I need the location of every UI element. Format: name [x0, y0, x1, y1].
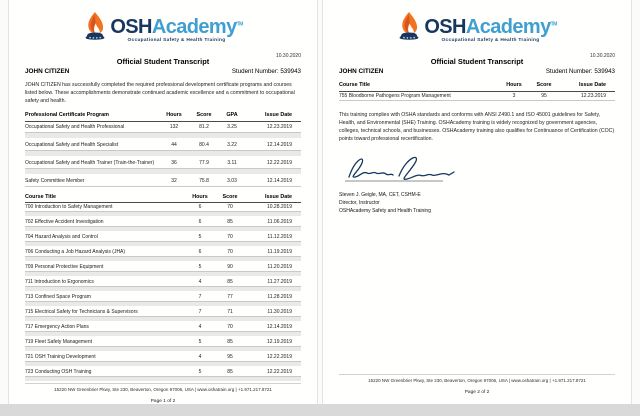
course-score: 90: [227, 264, 233, 271]
row-spacer: [25, 302, 301, 306]
course-row-group: [25, 308, 301, 321]
course-hours: 5: [198, 234, 202, 241]
table-row: [25, 203, 301, 212]
program-gpa: 3.22: [227, 141, 237, 148]
table-row: [339, 92, 615, 101]
course-issue-date: 11.20.2019: [267, 264, 292, 271]
program-row-group: [25, 122, 301, 138]
course-row-group: [25, 353, 301, 366]
course-hours: 5: [198, 369, 202, 376]
course-hours: 4: [198, 324, 202, 331]
page-footer: [339, 374, 615, 397]
course-issue-date: 12.22.2019: [266, 354, 292, 361]
course-row-group: [25, 368, 301, 381]
course-table-header: [339, 82, 615, 92]
oshacademy-logo: [25, 11, 301, 43]
col-issue-date: Issue Date: [579, 82, 606, 88]
col-hours: Hours: [506, 82, 522, 88]
course-score: 70: [227, 249, 233, 256]
program-row-group: [25, 158, 301, 174]
page-title: Official Student Transcript: [430, 57, 524, 66]
program-score: 80.4: [199, 141, 209, 148]
logo-osh-text: OSH: [424, 15, 466, 38]
course-hours: 4: [198, 354, 202, 361]
signer-org: OSHAcademy Safety and Health Training: [339, 208, 431, 215]
student-name: JOHN CITIZEN: [25, 68, 70, 75]
course-score: 70: [227, 234, 233, 241]
course-row-group: [339, 92, 615, 101]
row-spacer: [25, 151, 301, 156]
course-row-group: [25, 233, 301, 246]
footer-divider: [25, 383, 301, 384]
course-score: 95: [541, 92, 547, 99]
program-title: Safety Committee Member: [25, 177, 85, 184]
col-course-title: Course Title: [25, 193, 57, 200]
logo-wordmark: [110, 17, 242, 37]
page-number: Page 1 of 2: [150, 399, 176, 405]
table-row: [25, 308, 301, 317]
course-issue-date: 12.19.2019: [266, 339, 292, 346]
flame-hardhat-icon: [397, 11, 421, 43]
table-row: [25, 140, 301, 151]
course-issue-date: 10.28.2019: [266, 204, 292, 211]
transcript-page-1: [8, 0, 318, 405]
col-hours: Hours: [166, 112, 182, 119]
course-score: 70: [227, 204, 233, 211]
table-row: [25, 353, 301, 362]
course-row-group: [25, 293, 301, 306]
student-name: JOHN CITIZEN: [339, 68, 384, 75]
course-table-header: [25, 194, 301, 204]
logo-academy-text: Academy: [465, 15, 551, 38]
col-issue-date: Issue Date: [265, 193, 292, 200]
course-score: 70: [227, 324, 233, 331]
course-row-group: [25, 218, 301, 231]
course-issue-date: 12.22.2019: [266, 369, 292, 376]
col-score: Score: [222, 193, 238, 200]
table-row: [25, 176, 301, 187]
flame-hardhat-icon: [83, 11, 107, 43]
oshacademy-logo: [339, 11, 615, 43]
program-issue-date: 12.14.2019: [266, 141, 292, 148]
row-spacer: [25, 317, 301, 321]
course-row-group: [25, 323, 301, 336]
transcript-date: 10.30.2020: [589, 52, 615, 59]
col-score: Score: [536, 82, 552, 88]
program-table-header: [25, 112, 301, 122]
intro-paragraph: JOHN CITIZEN has successfully completed the required professional development certificate programs and courses listed below. These accomplishments demonstrate continued academic excellence and a commitment to occupational safety and health.: [25, 82, 295, 105]
course-issue-date: 11.27.2019: [267, 279, 292, 286]
course-row-group: [25, 278, 301, 291]
course-row-group: [25, 248, 301, 261]
course-title: 717 Emergency Action Plans: [25, 324, 89, 331]
row-spacer: [25, 212, 301, 216]
course-title: 702 Effective Accident Investigation: [25, 219, 104, 226]
row-spacer: [25, 257, 301, 261]
course-table: [339, 82, 615, 101]
course-title: 704 Hazard Analysis and Control: [25, 234, 98, 241]
logo-osh-text: OSH: [110, 15, 152, 38]
table-row: [25, 338, 301, 347]
row-spacer: [25, 377, 301, 381]
row-spacer: [25, 362, 301, 366]
student-number: Student Number: 539943: [545, 68, 615, 75]
course-hours: 3: [512, 92, 516, 99]
signature-block: [339, 151, 615, 216]
course-hours: 7: [198, 294, 202, 301]
table-row: [25, 293, 301, 302]
program-issue-date: 12.23.2019: [266, 123, 292, 130]
course-issue-date: 11.06.2019: [267, 219, 292, 226]
course-score: 95: [227, 354, 233, 361]
program-gpa: 3.03: [227, 177, 237, 184]
row-spacer: [25, 133, 301, 138]
compliance-paragraph: This training complies with OSHA standards and conforms with ANSI Z490.1 and ISO 45001 guidelines for Safety, Health, and Environmental (SHE) Training. OSHAcademy training is widely recognized by government agencies, colleges, technical schools, and businesses. OSHAcademy training also qualifies for Continuance of Certification (COC) points toward professional recertification.: [339, 111, 615, 142]
table-row: [25, 263, 301, 272]
footer-address: 15220 NW Greenbrier Pkwy, Ste 230, Beaverton, Oregon 97006, USA | www.oshatrain.org | +1.971.217.8721: [54, 387, 272, 393]
background-desk-strip: [0, 404, 640, 416]
program-hours: 36: [171, 159, 177, 166]
logo-trademark: TM: [236, 20, 243, 27]
course-title: 706 Conducting a Job Hazard Analysis (JHA): [25, 249, 126, 256]
row-spacer: [25, 287, 301, 291]
program-hours: 32: [171, 177, 177, 184]
footer-divider: [339, 374, 615, 375]
course-issue-date: 11.12.2019: [267, 234, 292, 241]
course-title: 755 Bloodborne Pathogens Program Management: [339, 92, 451, 99]
logo-wordmark: [424, 17, 556, 37]
course-row-group: [25, 338, 301, 351]
program-row-group: [25, 140, 301, 156]
table-row: [25, 278, 301, 287]
page-footer: [25, 383, 301, 405]
course-hours: 4: [198, 279, 202, 286]
course-issue-date: 12.23.2019: [580, 92, 606, 99]
course-title: 700 Introduction to Safety Management: [25, 204, 113, 211]
col-program: Professional Certificate Program: [25, 112, 109, 119]
row-spacer: [25, 332, 301, 336]
course-title: 709 Personal Protective Equipment: [25, 264, 104, 271]
table-row: [25, 233, 301, 242]
logo-trademark: TM: [550, 20, 557, 27]
row-spacer: [25, 169, 301, 174]
logo-tagline: Occupational Safety & Health Training: [441, 38, 540, 43]
program-table: [25, 112, 301, 187]
program-row-group: [25, 176, 301, 187]
program-hours: 44: [171, 141, 177, 148]
course-hours: 5: [198, 339, 202, 346]
course-score: 77: [227, 294, 233, 301]
program-gpa: 3.11: [227, 159, 237, 166]
course-score: 85: [227, 279, 233, 286]
program-score: 81.2: [199, 123, 209, 130]
course-hours: 6: [198, 219, 202, 226]
col-gpa: GPA: [226, 112, 238, 119]
program-hours: 132: [169, 123, 179, 130]
program-score: 75.8: [199, 177, 209, 184]
program-title: Occupational Safety and Health Trainer (Train-the-Trainer): [25, 159, 155, 166]
program-issue-date: 12.22.2019: [266, 159, 292, 166]
course-issue-date: 11.30.2019: [267, 309, 292, 316]
course-issue-date: 12.14.2019: [266, 324, 292, 331]
program-issue-date: 12.14.2019: [266, 177, 292, 184]
course-score: 85: [227, 339, 233, 346]
transcript-date: 10.30.2020: [275, 52, 301, 59]
program-gpa: 3.25: [227, 123, 237, 130]
course-title: 723 Conducting OSH Training: [25, 369, 92, 376]
course-title: 719 Fleet Safety Management: [25, 339, 92, 346]
program-score: 77.9: [199, 159, 209, 166]
col-score: Score: [196, 112, 212, 119]
logo-academy-text: Academy: [151, 15, 237, 38]
row-spacer: [25, 347, 301, 351]
course-score: 85: [227, 219, 233, 226]
transcript-page-2: [322, 0, 632, 405]
table-row: [25, 323, 301, 332]
table-row: [25, 122, 301, 133]
page-title: Official Student Transcript: [116, 57, 210, 66]
signer-name: Steven J. Geigle, MA, CET, CSHM-E: [339, 191, 421, 198]
table-row: [25, 158, 301, 169]
signer-title: Director, Instructor: [339, 200, 380, 206]
row-spacer: [25, 242, 301, 246]
logo-tagline: Occupational Safety & Health Training: [127, 38, 226, 43]
table-row: [25, 248, 301, 257]
col-hours: Hours: [192, 193, 208, 200]
program-title: Occupational Safety and Health Professional: [25, 123, 125, 130]
course-hours: 7: [198, 309, 202, 316]
row-spacer: [25, 272, 301, 276]
col-issue-date: Issue Date: [265, 112, 292, 119]
course-table: [25, 194, 301, 384]
course-hours: 6: [198, 249, 202, 256]
course-title: 711 Introduction to Ergonomics: [25, 279, 94, 286]
handwritten-signature: [339, 151, 459, 185]
course-title: 713 Confined Space Program: [25, 294, 91, 301]
table-row: [25, 368, 301, 377]
course-issue-date: 11.28.2019: [267, 294, 292, 301]
table-row: [25, 218, 301, 227]
row-spacer: [25, 227, 301, 231]
course-row-group: [25, 263, 301, 276]
col-course-title: Course Title: [339, 82, 371, 88]
course-hours: 5: [198, 264, 202, 271]
student-number: Student Number: 539943: [231, 68, 301, 75]
course-row-group: [25, 203, 301, 216]
course-score: 85: [227, 369, 233, 376]
page-number: Page 2 of 2: [464, 390, 490, 395]
course-issue-date: 11.19.2019: [267, 249, 292, 256]
footer-address: 15220 NW Greenbrier Pkwy, Ste 230, Beaverton, Oregon 97006, USA | www.oshatrain.org | +1.971.217.8721: [368, 378, 586, 383]
course-score: 71: [227, 309, 233, 316]
course-hours: 6: [198, 204, 202, 211]
course-title: 721 OSH Training Development: [25, 354, 96, 361]
program-title: Occupational Safety and Health Specialist: [25, 141, 119, 148]
course-title: 715 Electrical Safety for Technicians & Supervisors: [25, 309, 138, 316]
